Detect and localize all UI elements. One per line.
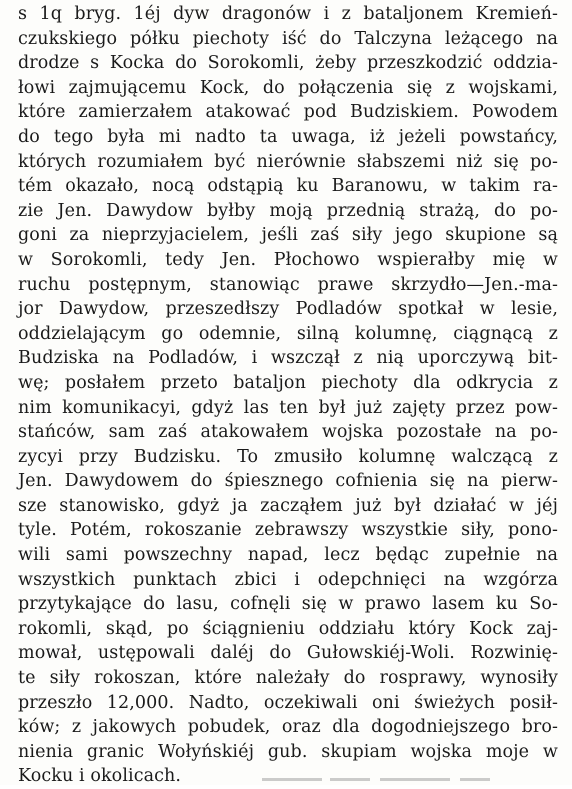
text-line: stańców, sam zaś atakowałem wojska pozostałe na po- bbox=[18, 422, 558, 443]
text-line: jor Dawydow, przeszedłszy Podladów spotkał w lesie, bbox=[18, 299, 558, 320]
text-line: Jen. Dawydowem do śpiesznego cofnienia się na pierw- bbox=[18, 471, 558, 492]
cut-off-next-line bbox=[0, 778, 572, 785]
text-line: wszystkich punktach zbici i odepchnięci na wzgórza bbox=[18, 569, 558, 590]
text-line: wę; posłałem przeto bataljon piechoty dla odkrycia z bbox=[18, 372, 558, 393]
text-line: mował, ustępowali daléj do Gułowskiéj-Woli. Rozwinię- bbox=[18, 643, 558, 664]
text-line: przeszło 12,000. Nadto, oczekiwali oni świeżych posił- bbox=[18, 692, 558, 713]
text-line: nienia granic Wołyńskiéj gub. skupiam wojska moje w bbox=[18, 741, 558, 762]
text-line: wili sami powszechny napad, lecz będąc zupełnie na bbox=[18, 545, 558, 566]
text-line: Budziska na Podladów, i wszczął z nią uporczywą bit- bbox=[18, 348, 558, 369]
text-line: rokomli, skąd, po ściągnieniu oddziału który Kock zaj- bbox=[18, 618, 558, 639]
text-line: goni za nieprzyjacielem, jeśli zaś siły jego skupione są bbox=[18, 225, 558, 246]
text-line: ków; z jakowych pobudek, oraz dla dogodniejszego bro- bbox=[18, 717, 558, 738]
text-line: które zamierzałem atakować pod Budziskiem. Powodem bbox=[18, 102, 558, 123]
text-line: czukskiego półku piechoty iść do Talczyna leżącego na bbox=[18, 28, 558, 49]
text-line: nim komunikacyi, gdyż las ten był już zajęty przez pow- bbox=[18, 397, 558, 418]
text-line: tém okazało, nocą odstąpią ku Baranowu, w takim ra- bbox=[18, 176, 558, 197]
text-line: zycyi przy Budzisku. To zmusiło kolumnę walczącą z bbox=[18, 446, 558, 467]
text-line: których rozumiałem być nierównie słabszemi niż się po- bbox=[18, 151, 558, 172]
text-line: łowi zajmującemu Kock, do połączenia się z wojskami, bbox=[18, 77, 558, 98]
text-line: te siły rokoszan, które należały do rosprawy, wynosiły bbox=[18, 668, 558, 689]
text-line: Kocku i okolicach. bbox=[18, 766, 182, 787]
text-line: drodze s Kocka do Sorokomli, żeby przeszkodzić oddzia- bbox=[18, 53, 558, 74]
text-line: przytykające do lasu, cofnęli się w prawo lasem ku So- bbox=[18, 594, 558, 615]
text-line: ruchu postępnym, stanowiąc prawe skrzydło—Jen.-ma- bbox=[18, 274, 558, 295]
text-line: s 1q bryg. 1éj dyw dragonów i z bataljonem Kremień- bbox=[18, 4, 558, 24]
text-line: oddzielającym go odemnie, silną kolumnę, ciągnącą z bbox=[18, 323, 558, 344]
text-line: sze stanowisko, gdyż ja zacząłem już był działać w jéj bbox=[18, 495, 558, 516]
text-line: tyle. Potém, rokoszanie zebrawszy wszystkie siły, pono- bbox=[18, 520, 558, 541]
text-line: do tego była mi nadto ta uwaga, iż jeżeli powstańcy, bbox=[18, 126, 558, 147]
document-body bbox=[18, 0, 558, 789]
text-line: w Sorokomli, tedy Jen. Płochowo wspierałby mię w bbox=[18, 249, 558, 270]
text-line: zie Jen. Dawydow byłby moją przednią strażą, do po- bbox=[18, 200, 558, 221]
